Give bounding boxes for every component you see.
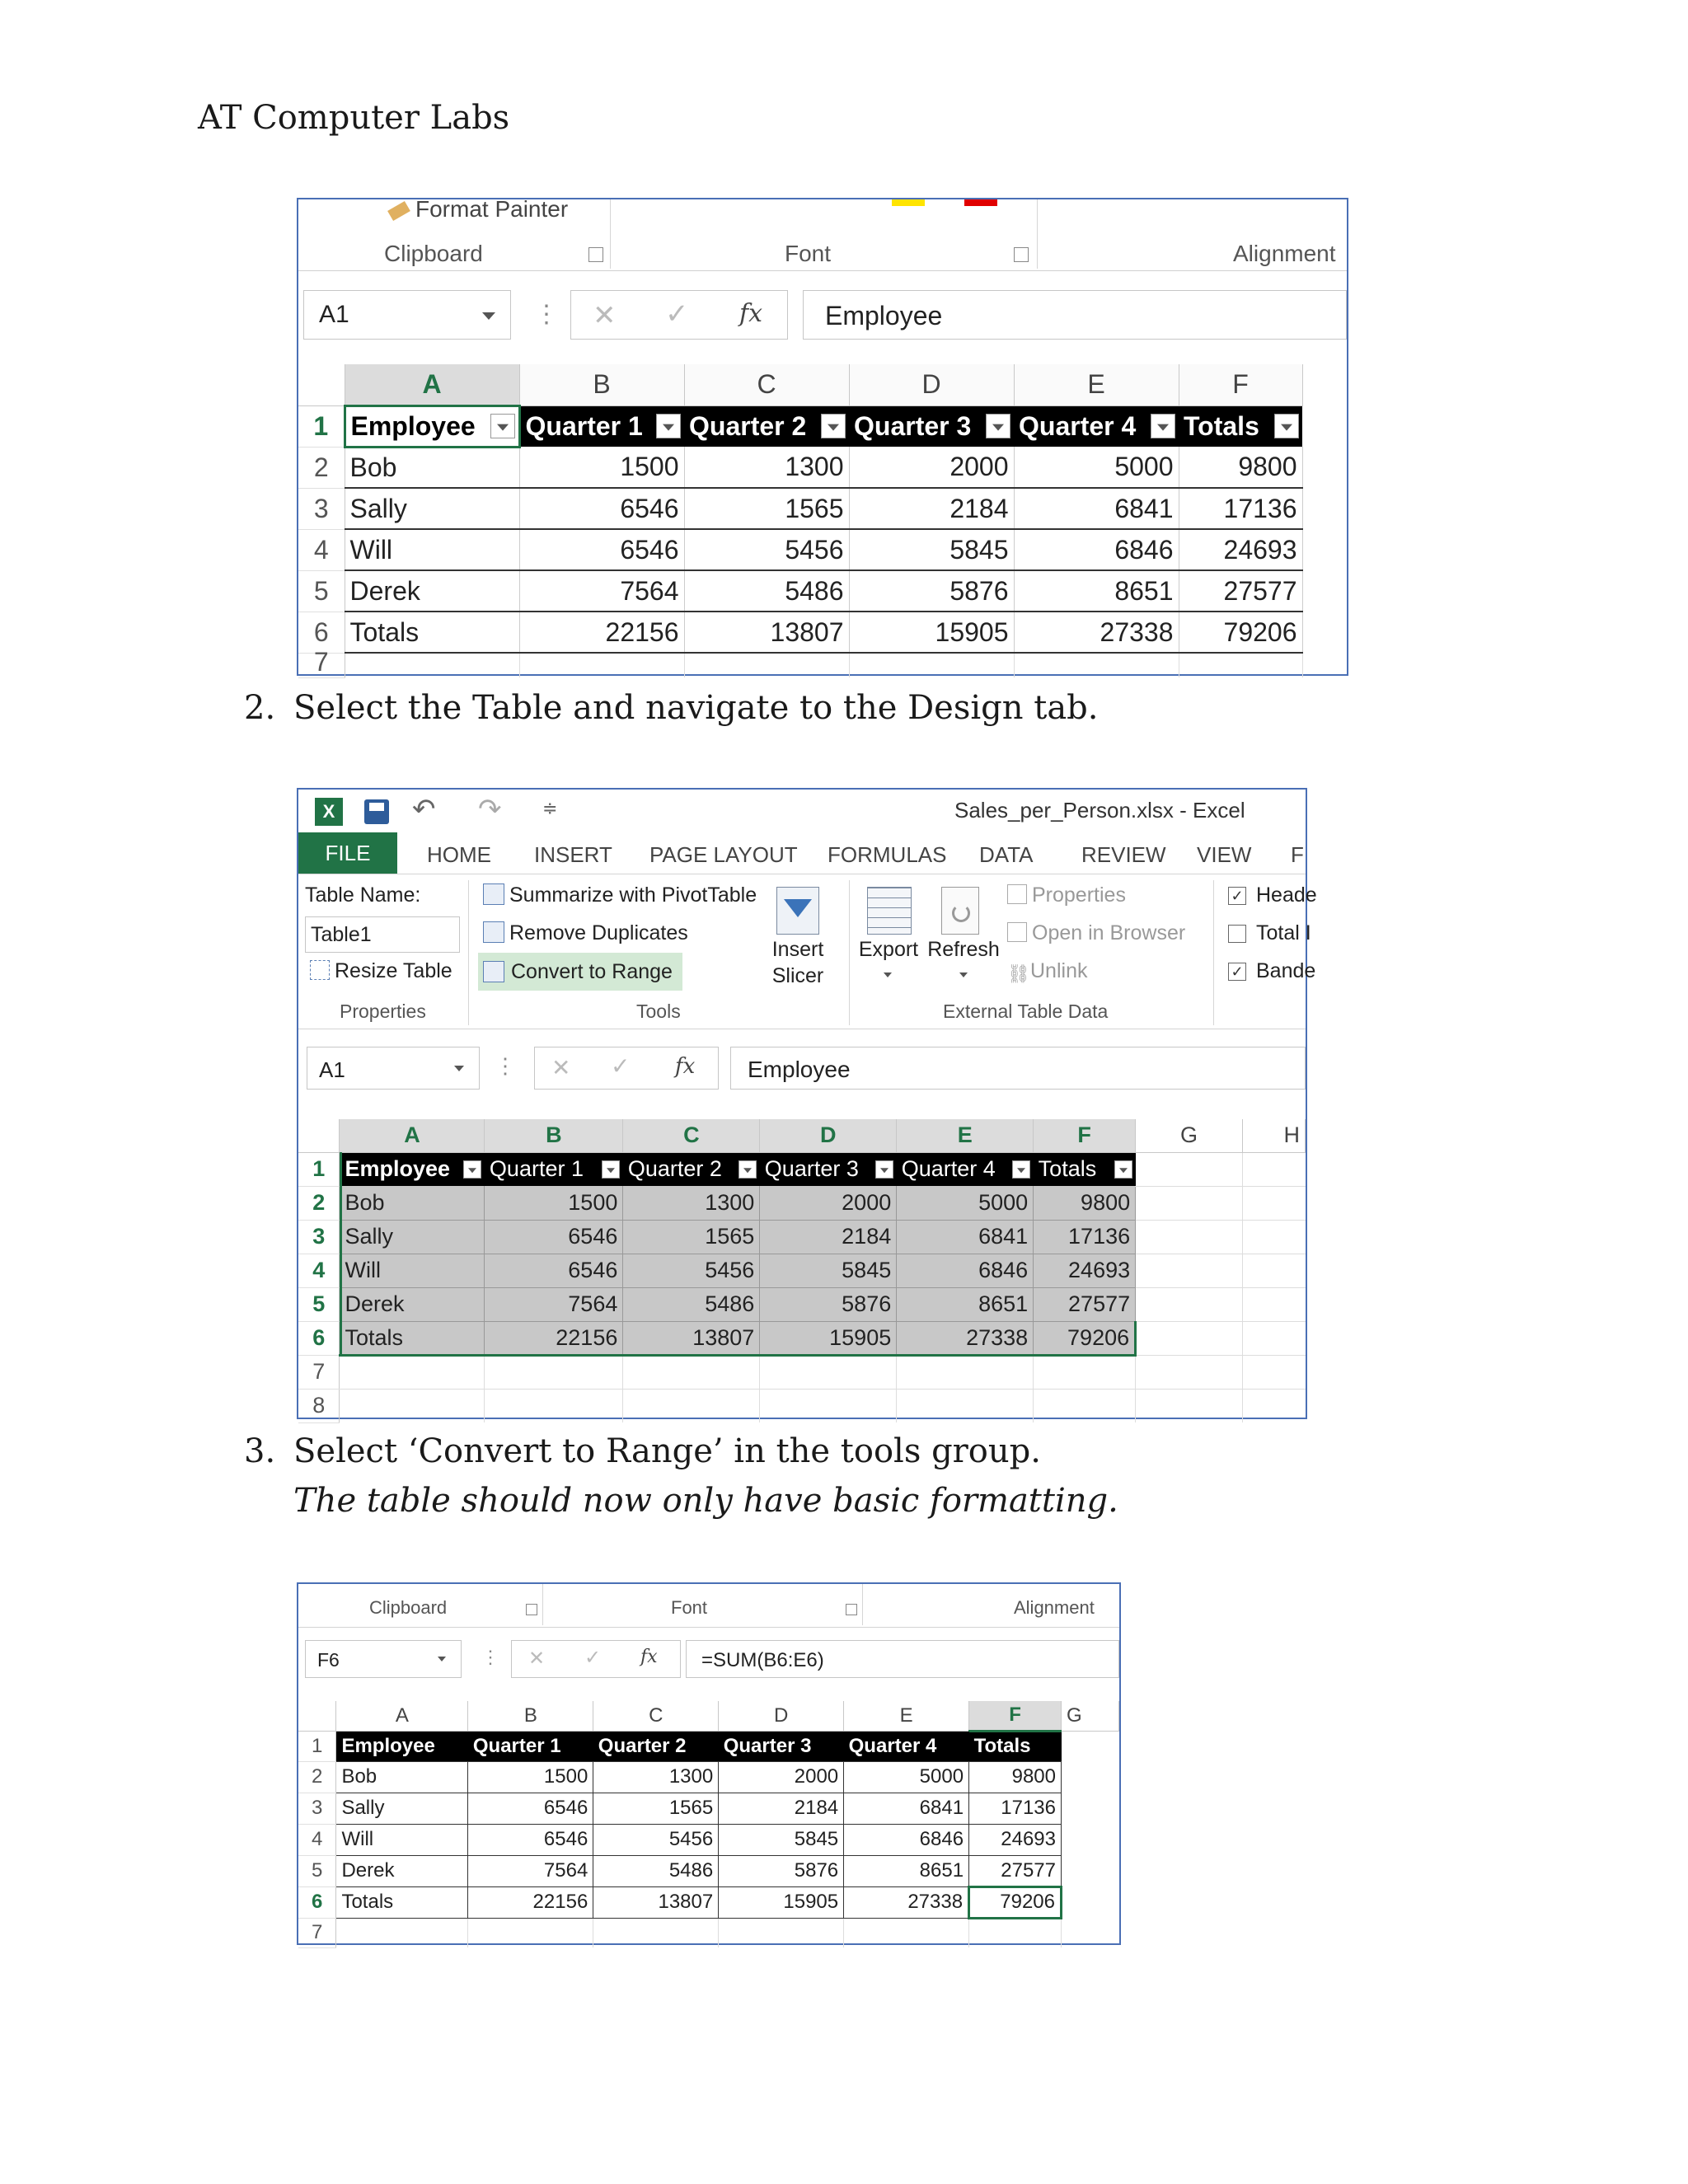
step-note: The table should now only have basic formatting. — [293, 1482, 1118, 1520]
more-icon: ⋮ — [481, 1647, 499, 1667]
table-border-left — [340, 1152, 342, 1357]
unlink-button[interactable]: ⛓Unlink — [1007, 959, 1088, 984]
column-header-g[interactable]: G — [1062, 1701, 1119, 1731]
cell[interactable]: 8651 — [844, 1855, 969, 1886]
column-header-e[interactable]: E — [1014, 364, 1179, 405]
ribbon-color-swatch-yellow — [892, 199, 925, 206]
cell[interactable]: 22156 — [519, 612, 684, 653]
table-header-quarter-4[interactable]: Quarter 4 — [1014, 405, 1179, 447]
cell[interactable]: 79206 — [1034, 1321, 1136, 1355]
row-header-3[interactable]: 3 — [298, 1793, 336, 1824]
step-number: 2. — [244, 689, 276, 727]
cell[interactable]: 5456 — [593, 1824, 719, 1855]
tab-page-layout[interactable]: PAGE LAYOUT — [649, 842, 798, 867]
range-header-quarter-3[interactable]: Quarter 3 — [719, 1731, 844, 1761]
convert-to-range-icon — [483, 961, 504, 982]
dialog-launcher-icon[interactable] — [588, 247, 603, 262]
cell[interactable]: 27577 — [1179, 570, 1302, 612]
cell[interactable]: Will — [345, 529, 519, 570]
document-header: AT Computer Labs — [198, 99, 510, 137]
tab-formulas[interactable]: FORMULAS — [828, 842, 947, 867]
formula-buttons — [534, 1047, 719, 1090]
table-row — [298, 447, 1302, 488]
cell[interactable]: 15905 — [719, 1886, 844, 1918]
cell[interactable]: 6841 — [897, 1220, 1034, 1254]
more-icon: ⋮ — [495, 1053, 516, 1078]
cell[interactable]: 7564 — [485, 1287, 623, 1321]
column-header-c[interactable]: C — [593, 1701, 719, 1731]
spreadsheet-grid — [298, 1119, 1306, 1423]
cell[interactable]: Totals — [345, 612, 519, 653]
screenshot-converted-range — [297, 1582, 1121, 1945]
cell[interactable]: 6546 — [468, 1793, 593, 1824]
row-header-3[interactable]: 3 — [298, 1220, 340, 1254]
column-header-d[interactable]: D — [760, 1119, 897, 1152]
function-icon[interactable]: fx — [675, 1054, 696, 1079]
range-header-quarter-2[interactable]: Quarter 2 — [593, 1731, 719, 1761]
cell[interactable]: 7564 — [468, 1855, 593, 1886]
group-font: Font — [785, 241, 832, 266]
row-header-3[interactable]: 3 — [298, 488, 345, 529]
filter-dropdown-icon[interactable] — [1151, 414, 1175, 438]
dialog-launcher-icon[interactable] — [526, 1604, 537, 1615]
unlink-icon: ⛓ — [1007, 963, 1030, 984]
column-header-a[interactable]: A — [336, 1701, 468, 1731]
table-row — [298, 1886, 1119, 1918]
cell[interactable]: 5486 — [623, 1287, 760, 1321]
filter-dropdown-icon[interactable] — [602, 1160, 620, 1179]
cell[interactable]: 5456 — [684, 529, 849, 570]
group-alignment: Alignment — [1233, 241, 1336, 266]
range-header-employee[interactable]: Employee — [336, 1731, 468, 1761]
chevron-down-icon — [884, 972, 892, 977]
cell[interactable]: 1500 — [519, 447, 684, 488]
table-header-totals[interactable]: Totals — [1179, 405, 1302, 447]
banded-rows-label: Bande — [1256, 959, 1316, 982]
cell[interactable]: 5845 — [760, 1254, 897, 1287]
row-header-2[interactable]: 2 — [298, 447, 345, 488]
filter-dropdown-icon[interactable] — [1114, 1160, 1132, 1179]
row-header-1[interactable]: 1 — [298, 1731, 336, 1761]
table-row — [298, 1761, 1119, 1793]
cell[interactable]: 6546 — [485, 1254, 623, 1287]
summarize-pivot-button[interactable]: Summarize with PivotTable — [483, 883, 757, 907]
cell[interactable]: Derek — [345, 570, 519, 612]
formula-buttons — [511, 1640, 681, 1678]
column-header-b[interactable]: B — [485, 1119, 623, 1152]
cell[interactable]: 15905 — [760, 1321, 897, 1355]
cell[interactable]: Bob — [336, 1761, 468, 1793]
formula-input[interactable]: =SUM(B6:E6) — [686, 1640, 1119, 1678]
column-header-e[interactable]: E — [897, 1119, 1034, 1152]
tab-partial[interactable]: F — [1291, 842, 1304, 867]
column-header-d[interactable]: D — [849, 364, 1014, 405]
cell[interactable]: 22156 — [485, 1321, 623, 1355]
row-header-1[interactable]: 1 — [298, 1152, 340, 1186]
table-row — [298, 488, 1302, 529]
filter-dropdown-icon[interactable] — [986, 414, 1010, 438]
open-in-browser-button[interactable]: Open in Browser — [1007, 921, 1185, 945]
properties-button[interactable]: Properties — [1007, 883, 1126, 907]
header-row-label: Heade — [1256, 883, 1317, 907]
cell[interactable]: 9800 — [1179, 447, 1302, 488]
column-header-c[interactable]: C — [623, 1119, 760, 1152]
cell[interactable]: 17136 — [1179, 488, 1302, 529]
cell[interactable]: 5845 — [849, 529, 1014, 570]
column-header-b[interactable]: B — [519, 364, 684, 405]
browser-icon — [1007, 922, 1027, 942]
cell[interactable]: Sally — [345, 488, 519, 529]
column-header-a[interactable]: A — [345, 364, 519, 405]
tab-view[interactable]: VIEW — [1197, 842, 1252, 867]
table-name-label: Table Name: — [305, 883, 421, 907]
cell[interactable]: 2000 — [849, 447, 1014, 488]
cell[interactable]: 27577 — [969, 1855, 1062, 1886]
range-header-totals[interactable]: Totals — [969, 1731, 1062, 1761]
name-box[interactable]: A1 — [303, 290, 511, 340]
resize-table-button[interactable]: Resize Table — [310, 959, 452, 983]
refresh-button[interactable]: Refresh — [926, 887, 1001, 994]
table-header-totals[interactable]: Totals — [1034, 1152, 1136, 1186]
cell[interactable]: 15905 — [849, 612, 1014, 653]
cell[interactable]: 2184 — [760, 1220, 897, 1254]
undo-icon[interactable]: ↶ — [412, 794, 436, 825]
column-header-b[interactable]: B — [468, 1701, 593, 1731]
tab-review[interactable]: REVIEW — [1081, 842, 1166, 867]
row-header-7[interactable]: 7 — [298, 653, 345, 677]
cell[interactable]: 13807 — [623, 1321, 760, 1355]
format-painter-button[interactable]: Format Painter — [389, 196, 568, 223]
cancel-icon[interactable]: ✕ — [551, 1055, 571, 1080]
selected-cell[interactable]: 79206 — [969, 1886, 1062, 1918]
name-box[interactable]: A1 — [307, 1047, 480, 1090]
cell[interactable]: 6846 — [844, 1824, 969, 1855]
more-icon: ⋮ — [534, 301, 559, 328]
resize-table-icon — [310, 960, 330, 980]
banded-rows-checkbox[interactable]: ✓ — [1228, 963, 1246, 981]
row-header-2[interactable]: 2 — [298, 1186, 340, 1220]
confirm-icon[interactable]: ✓ — [665, 298, 689, 330]
redo-icon[interactable]: ↷ — [478, 794, 502, 825]
step-number: 3. — [244, 1432, 276, 1470]
cell[interactable]: 2000 — [760, 1186, 897, 1220]
table-row — [298, 1287, 1306, 1321]
cell[interactable]: 5876 — [719, 1855, 844, 1886]
formula-buttons — [570, 290, 788, 340]
cell[interactable]: 6846 — [1014, 529, 1179, 570]
cell[interactable]: 6546 — [485, 1220, 623, 1254]
column-header-f[interactable]: F — [969, 1701, 1062, 1731]
table-header-quarter-1[interactable]: Quarter 1 — [485, 1152, 623, 1186]
cell[interactable]: Sally — [340, 1220, 485, 1254]
cell[interactable]: Will — [340, 1254, 485, 1287]
table-row — [298, 1186, 1306, 1220]
column-header-g[interactable]: G — [1136, 1119, 1243, 1152]
table-header-quarter-3[interactable]: Quarter 3 — [760, 1152, 897, 1186]
screenshot-table-with-filters — [297, 198, 1348, 676]
cell[interactable]: 6841 — [1014, 488, 1179, 529]
spreadsheet-grid — [298, 364, 1303, 678]
cell[interactable]: 2184 — [849, 488, 1014, 529]
total-row-checkbox[interactable] — [1228, 925, 1246, 943]
remove-duplicates-button[interactable]: Remove Duplicates — [483, 921, 688, 945]
row-header-7[interactable]: 7 — [298, 1355, 340, 1389]
table-header-quarter-2[interactable]: Quarter 2 — [684, 405, 849, 447]
row-header-5[interactable]: 5 — [298, 570, 345, 612]
cell[interactable]: 79206 — [1179, 612, 1302, 653]
cell[interactable]: Bob — [340, 1186, 485, 1220]
cell[interactable]: Will — [336, 1824, 468, 1855]
step-text: Select the Table and navigate to the Design tab. — [293, 689, 1099, 727]
tab-home[interactable]: HOME — [427, 842, 491, 867]
table-row — [298, 570, 1302, 612]
cell[interactable]: 27338 — [1014, 612, 1179, 653]
save-icon[interactable] — [364, 799, 389, 824]
cell[interactable]: Sally — [336, 1793, 468, 1824]
remove-duplicates-icon — [483, 921, 504, 943]
dialog-launcher-icon[interactable] — [846, 1604, 857, 1615]
column-header-c[interactable]: C — [684, 364, 849, 405]
tab-file[interactable]: FILE — [298, 832, 397, 874]
function-icon[interactable]: fx — [640, 1647, 658, 1667]
filter-dropdown-icon[interactable] — [738, 1160, 757, 1179]
cell[interactable]: 2000 — [719, 1761, 844, 1793]
chevron-down-icon — [959, 972, 968, 977]
table-row — [298, 1220, 1306, 1254]
filter-dropdown-icon[interactable] — [1012, 1160, 1030, 1179]
spreadsheet-grid — [298, 1701, 1119, 1948]
cell[interactable]: 5876 — [849, 570, 1014, 612]
cell[interactable]: 1300 — [623, 1186, 760, 1220]
group-properties: Properties — [340, 1001, 426, 1022]
row-header-5[interactable]: 5 — [298, 1855, 336, 1886]
ribbon-color-swatch-red — [964, 199, 997, 206]
cell[interactable]: 8651 — [897, 1287, 1034, 1321]
column-header-d[interactable]: D — [719, 1701, 844, 1731]
cell[interactable]: Totals — [340, 1321, 485, 1355]
cell[interactable]: 8651 — [1014, 570, 1179, 612]
table-row — [298, 1824, 1119, 1855]
cell[interactable]: 27338 — [897, 1321, 1034, 1355]
cell[interactable]: 6846 — [897, 1254, 1034, 1287]
range-header-quarter-1[interactable]: Quarter 1 — [468, 1731, 593, 1761]
export-icon — [867, 887, 912, 935]
table-row — [298, 1793, 1119, 1824]
column-header-h[interactable]: H — [1243, 1119, 1306, 1152]
cell[interactable]: 5845 — [719, 1824, 844, 1855]
cell[interactable]: Derek — [336, 1855, 468, 1886]
row-header-1[interactable]: 1 — [298, 405, 345, 447]
filter-dropdown-icon[interactable] — [656, 414, 681, 438]
cancel-icon[interactable]: ✕ — [593, 300, 617, 331]
cell[interactable]: 6546 — [519, 488, 684, 529]
header-row-checkbox[interactable]: ✓ — [1228, 887, 1246, 905]
group-alignment: Alignment — [1014, 1597, 1095, 1618]
cell[interactable]: 13807 — [684, 612, 849, 653]
quick-access-customize-icon[interactable]: ≑ — [542, 798, 558, 818]
row-header-5[interactable]: 5 — [298, 1287, 340, 1321]
group-clipboard: Clipboard — [369, 1597, 448, 1618]
table-header-quarter-1[interactable]: Quarter 1 — [519, 405, 684, 447]
table-header-employee[interactable]: Employee — [345, 405, 519, 447]
filter-dropdown-icon[interactable] — [490, 414, 515, 438]
table-row — [298, 1254, 1306, 1287]
cell[interactable]: 6546 — [468, 1824, 593, 1855]
confirm-icon[interactable]: ✓ — [611, 1053, 631, 1079]
name-box[interactable]: F6 — [305, 1640, 462, 1678]
brush-icon — [387, 201, 410, 221]
refresh-icon — [941, 887, 979, 935]
table-header-quarter-2[interactable]: Quarter 2 — [623, 1152, 760, 1186]
excel-app-icon: X — [315, 798, 343, 826]
properties-icon — [1007, 884, 1027, 904]
cell[interactable]: 1500 — [468, 1761, 593, 1793]
group-external-table-data: External Table Data — [943, 1001, 1109, 1022]
filter-dropdown-icon[interactable] — [875, 1160, 893, 1179]
cell[interactable]: 6841 — [844, 1793, 969, 1824]
cell[interactable]: Derek — [340, 1287, 485, 1321]
tab-insert[interactable]: INSERT — [534, 842, 612, 867]
cell[interactable]: 5876 — [760, 1287, 897, 1321]
filter-dropdown-icon[interactable] — [821, 414, 846, 438]
table-name-input[interactable]: Table1 — [305, 916, 460, 953]
table-row — [298, 529, 1302, 570]
slicer-icon — [776, 887, 819, 935]
cell[interactable]: Totals — [336, 1886, 468, 1918]
group-clipboard: Clipboard — [384, 241, 483, 266]
column-header-f[interactable]: F — [1034, 1119, 1136, 1152]
cell[interactable]: 5486 — [684, 570, 849, 612]
group-font: Font — [671, 1597, 708, 1618]
row-header-4[interactable]: 4 — [298, 529, 345, 570]
cell[interactable]: 9800 — [969, 1761, 1062, 1793]
dialog-launcher-icon[interactable] — [1014, 247, 1029, 262]
row-header-2[interactable]: 2 — [298, 1761, 336, 1793]
row-header-8[interactable]: 8 — [298, 1389, 340, 1422]
cell[interactable]: 1565 — [593, 1793, 719, 1824]
cell[interactable]: 17136 — [1034, 1220, 1136, 1254]
column-header-f[interactable]: F — [1179, 364, 1302, 405]
screenshot-design-tab — [297, 788, 1317, 1419]
cell[interactable]: 13807 — [593, 1886, 719, 1918]
group-tools: Tools — [636, 1001, 681, 1022]
table-row — [298, 1855, 1119, 1886]
cell[interactable]: 5000 — [1014, 447, 1179, 488]
filter-dropdown-icon[interactable] — [1274, 414, 1299, 438]
table-header-quarter-3[interactable]: Quarter 3 — [849, 405, 1014, 447]
cell[interactable]: 1300 — [684, 447, 849, 488]
chevron-down-icon[interactable] — [482, 312, 495, 320]
total-row-label: Total I — [1256, 921, 1311, 944]
cell[interactable]: Bob — [345, 447, 519, 488]
formula-input[interactable]: Employee — [730, 1047, 1306, 1090]
cell[interactable]: 22156 — [468, 1886, 593, 1918]
cell[interactable]: 17136 — [969, 1793, 1062, 1824]
step-text: Select ‘Convert to Range’ in the tools group. — [293, 1432, 1041, 1470]
cancel-icon[interactable]: ✕ — [528, 1647, 546, 1670]
cell[interactable]: 5486 — [593, 1855, 719, 1886]
convert-to-range-button[interactable]: Convert to Range — [478, 953, 682, 991]
cell[interactable]: 2184 — [719, 1793, 844, 1824]
chevron-down-icon[interactable] — [438, 1657, 446, 1661]
cell[interactable]: 5000 — [844, 1761, 969, 1793]
range-header-quarter-4[interactable]: Quarter 4 — [844, 1731, 969, 1761]
cell[interactable]: 9800 — [1034, 1186, 1136, 1220]
row-header-4[interactable]: 4 — [298, 1254, 340, 1287]
formula-input[interactable]: Employee — [803, 290, 1347, 340]
cell[interactable]: 27338 — [844, 1886, 969, 1918]
cell[interactable]: 27577 — [1034, 1287, 1136, 1321]
cell[interactable]: 24693 — [1179, 529, 1302, 570]
row-header-6[interactable]: 6 — [298, 1321, 340, 1355]
row-header-7[interactable]: 7 — [298, 1918, 336, 1947]
tab-data[interactable]: DATA — [979, 842, 1034, 867]
cell[interactable]: 1565 — [623, 1220, 760, 1254]
table-header-quarter-4[interactable]: Quarter 4 — [897, 1152, 1034, 1186]
cell[interactable]: 1500 — [485, 1186, 623, 1220]
column-header-a[interactable]: A — [340, 1119, 485, 1152]
table-header-employee[interactable]: Employee — [340, 1152, 485, 1186]
column-header-e[interactable]: E — [844, 1701, 969, 1731]
cell[interactable]: 24693 — [969, 1824, 1062, 1855]
cell[interactable]: 1300 — [593, 1761, 719, 1793]
cell[interactable]: 24693 — [1034, 1254, 1136, 1287]
cell[interactable]: 7564 — [519, 570, 684, 612]
table-row — [298, 1321, 1306, 1355]
chevron-down-icon[interactable] — [454, 1066, 464, 1071]
row-header-6[interactable]: 6 — [298, 612, 345, 653]
pivot-table-icon — [483, 883, 504, 905]
cell[interactable]: 5000 — [897, 1186, 1034, 1220]
table-row — [298, 612, 1302, 653]
export-button[interactable]: Export — [856, 887, 921, 994]
insert-slicer-button[interactable]: Insert Slicer — [765, 887, 831, 994]
filter-dropdown-icon[interactable] — [463, 1160, 481, 1179]
function-icon[interactable]: fx — [739, 299, 763, 328]
cell[interactable]: 5456 — [623, 1254, 760, 1287]
cell[interactable]: 1565 — [684, 488, 849, 529]
cell[interactable]: 6546 — [519, 529, 684, 570]
window-title: Sales_per_Person.xlsx - Excel — [954, 798, 1245, 823]
row-header-6[interactable]: 6 — [298, 1886, 336, 1918]
row-header-4[interactable]: 4 — [298, 1824, 336, 1855]
confirm-icon[interactable]: ✓ — [584, 1647, 602, 1669]
